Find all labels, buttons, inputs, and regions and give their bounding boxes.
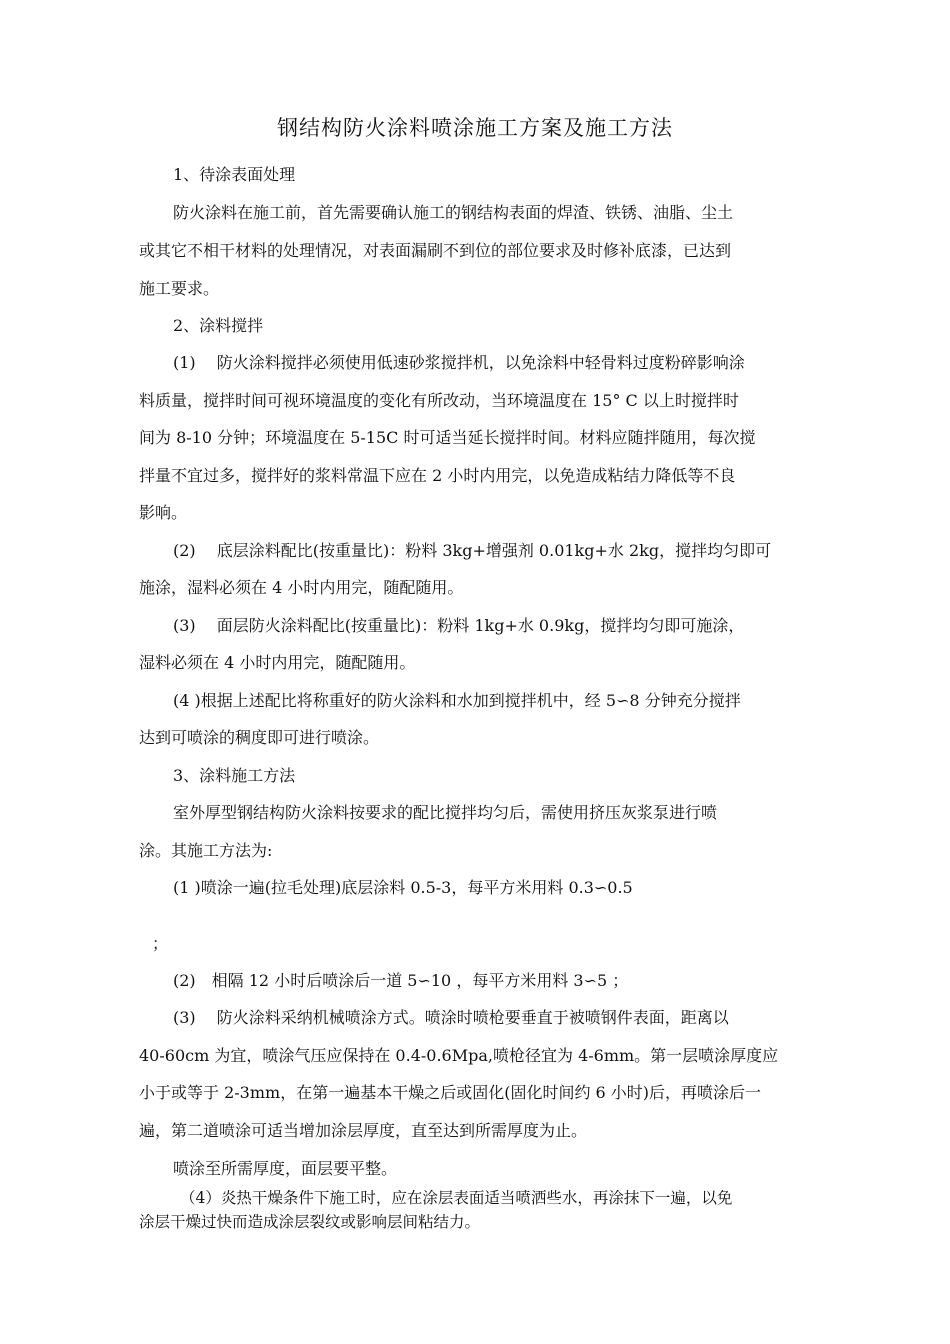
section-3-heading: 3、涂料施工方法 [173, 766, 296, 785]
section-1-paragraph-line-2: 或其它不相干材料的处理情况，对表面漏刷不到位的部位要求及时修补底漆，已达到 [139, 241, 732, 260]
section-3-item-3-line-2: 40-60cm 为宜，喷涂气压应保持在 0.4-0.6Mpa,喷枪径宜为 4-6mm。第一层喷涂厚度应 [139, 1046, 779, 1065]
section-3-item-1: (1 )喷涂一遍(拉毛处理)底层涂料 0.5-3，每平方米用料 0.3∽0.5 [173, 878, 633, 897]
section-2-item-1-line-2: 料质量，搅拌时间可视环境温度的变化有所改动，当环境温度在 15° C 以上时搅拌时 [139, 391, 739, 410]
section-1-paragraph-line-1: 防火涂料在施工前，首先需要确认施工的钢结构表面的焊渣、铁锈、油脂、尘土 [173, 203, 734, 222]
section-2-heading: 2、涂料搅拌 [173, 316, 264, 335]
section-3-item-3-line-1: (3) 防火涂料采纳机械喷涂方式。喷涂时喷枪要垂直于被喷钢件表面，距离以 [173, 1008, 729, 1027]
section-1-paragraph-line-3: 施工要求。 [139, 279, 220, 298]
section-2-item-3-line-1: (3) 面层防火涂料配比(按重量比)：粉料 1kg+水 0.9kg，搅拌均匀即可施涂， [173, 616, 745, 635]
section-3-item-4-line-1: （4）炎热干燥条件下施工时，应在涂层表面适当喷洒些水，再涂抹下一遍，以免 [180, 1189, 733, 1207]
section-3-intro-line-1: 室外厚型钢结构防火涂料按要求的配比搅拌均匀后，需使用挤压灰浆泵进行喷 [173, 803, 718, 822]
section-3-note: 喷涂至所需厚度，面层要平整。 [173, 1159, 398, 1178]
section-2-item-2-line-2: 施涂，湿料必须在 4 小时内用完，随配随用。 [139, 578, 464, 597]
section-3-item-2: (2) 相隔 12 小时后喷涂后一道 5∽10 ，每平方米用料 3∽5 ； [173, 971, 629, 990]
section-2-item-2-line-1: (2) 底层涂料配比(按重量比)：粉料 3kg+增强剂 0.01kg+水 2kg，搅拌均匀即可 [173, 541, 772, 560]
section-2-item-1-line-3: 间为 8-10 分钟；环境温度在 5-15C 时可适当延长搅拌时间。材料应随拌随用，每次搅 [139, 428, 756, 447]
section-3-intro-line-2: 涂。其施工方法为: [139, 841, 273, 860]
section-1-heading: 1、待涂表面处理 [173, 165, 296, 184]
section-2-item-1-line-1: (1) 防火涂料搅拌必须使用低速砂浆搅拌机，以免涂料中轻骨料过度粉碎影响涂 [173, 353, 745, 372]
section-3-item-1-tail: ； [152, 934, 169, 953]
document-title: 钢结构防火涂料喷涂施工方案及施工方法 [277, 116, 673, 140]
section-3-item-4-line-2: 涂层干燥过快而造成涂层裂纹或影响层间粘结力。 [139, 1213, 481, 1231]
section-2-item-1-line-5: 影响。 [139, 503, 188, 522]
section-2-item-3-line-2: 湿料必须在 4 小时内用完，随配随用。 [139, 653, 416, 672]
section-2-item-4-line-2: 达到可喷涂的稠度即可进行喷涂。 [139, 728, 380, 747]
section-3-item-3-line-3: 小于或等于 2-3mm，在第一遍基本干燥之后或固化(固化时间约 6 小时)后，再喷涂后一 [139, 1083, 762, 1102]
section-3-item-3-line-4: 遍，第二道喷涂可适当增加涂层厚度，直至达到所需厚度为止。 [139, 1121, 588, 1140]
section-2-item-1-line-4: 拌量不宜过多，搅拌好的浆料常温下应在 2 小时内用完，以免造成粘结力降低等不良 [139, 466, 736, 485]
section-2-item-4-line-1: (4 )根据上述配比将称重好的防火涂料和水加到搅拌机中，经 5∽8 分钟充分搅拌 [173, 691, 741, 710]
